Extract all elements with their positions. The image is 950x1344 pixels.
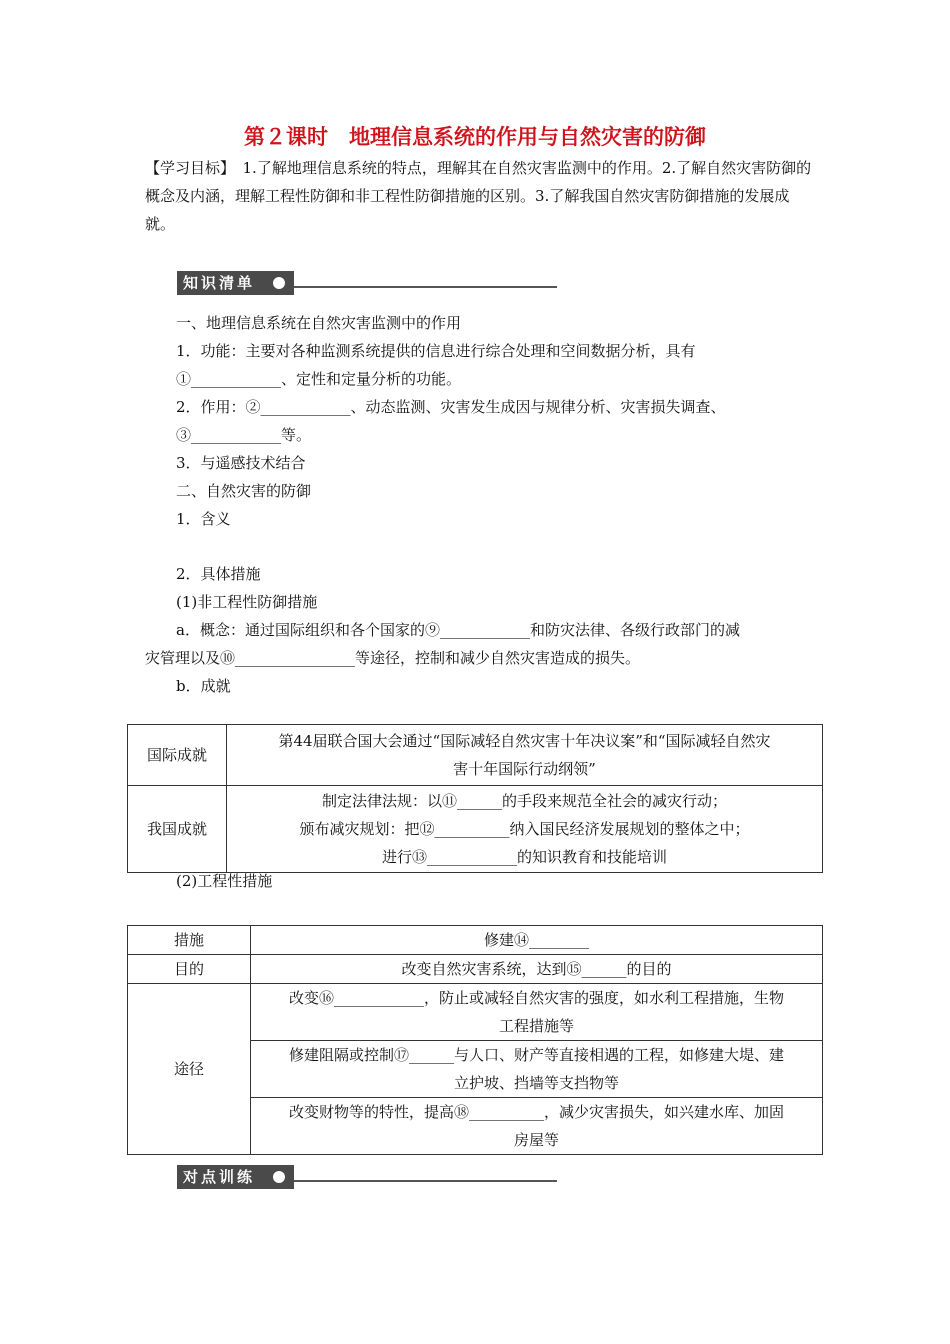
item-function: 1．功能：主要对各种监测系统提供的信息进行综合处理和空间数据分析，具有 bbox=[176, 342, 696, 360]
item-rs: 3．与遥感技术结合 bbox=[176, 454, 306, 472]
intl-text-line2: 害十年国际行动纲领” bbox=[453, 760, 596, 778]
item-role: 2．作用：②____________、动态监测、灾害发生成因与规律分析、灾害损失调查、 bbox=[176, 398, 726, 416]
page-title: 第２课时 地理信息系统的作用与自然灾害的防御 bbox=[244, 125, 706, 149]
route-3-line1: 改变财物等的特性，提高⑱__________，减少灾害损失，如兴建水库、加固 bbox=[288, 1103, 784, 1121]
table-row bbox=[128, 926, 823, 955]
route-1 bbox=[251, 984, 823, 1041]
route-2 bbox=[251, 1041, 823, 1098]
measure-label: 措施 bbox=[128, 926, 251, 955]
route-1-line1: 改变⑯____________，防止或减轻自然灾害的强度，如水利工程措施，生物 bbox=[288, 989, 784, 1007]
route-3-line2: 房屋等 bbox=[513, 1131, 559, 1149]
item-concept-cont: 灾管理以及⑩________________等途径，控制和减少自然灾害造成的损失。 bbox=[145, 649, 641, 667]
purpose-label: 目的 bbox=[128, 955, 251, 984]
learning-objectives bbox=[145, 154, 815, 238]
table-row bbox=[128, 955, 823, 984]
objectives-text: 1.了解地理信息系统的特点，理解其在自然灾害监测中的作用。2.了解自然灾害防御的概念及内涵，理解工程性防御和非工程性防御措施的区别。3.了解我国自然灾害防御措施的发展成就。 bbox=[145, 159, 812, 233]
intl-label: 国际成就 bbox=[128, 725, 227, 786]
table-row bbox=[128, 786, 823, 873]
cn-text bbox=[227, 786, 823, 873]
route-2-line2: 立护坡、挡墙等支挡物等 bbox=[453, 1074, 619, 1092]
item-non-engineering: (1)非工程性防御措施 bbox=[176, 593, 318, 611]
table-row bbox=[128, 984, 823, 1041]
table-row bbox=[128, 725, 823, 786]
route-1-line2: 工程措施等 bbox=[498, 1017, 574, 1035]
item-measures: 2．具体措施 bbox=[176, 565, 261, 583]
achievements-table bbox=[127, 724, 823, 873]
banner-label: 对点训练 bbox=[177, 1165, 294, 1189]
item-meaning: 1．含义 bbox=[176, 510, 231, 528]
item-function-cont: ①____________、定性和定量分析的功能。 bbox=[176, 370, 462, 388]
item-concept: a．概念：通过国际组织和各个国家的⑨____________和防灾法律、各级行政部门的减 bbox=[176, 621, 740, 639]
route-label: 途径 bbox=[128, 984, 251, 1155]
purpose-text: 改变自然灾害系统，达到⑮______的目的 bbox=[251, 955, 823, 984]
cn-label: 我国成就 bbox=[128, 786, 227, 873]
item-engineering: (2)工程性措施 bbox=[176, 872, 273, 890]
cn-text-line2: 颁布减灾规划：把⑫__________纳入国民经济发展规划的整体之中； bbox=[299, 820, 750, 838]
engineering-table bbox=[127, 925, 823, 1155]
bullet-dot-icon bbox=[273, 1171, 285, 1183]
objectives-label: 【学习目标】 bbox=[145, 159, 228, 177]
bullet-dot-icon bbox=[273, 277, 285, 289]
cn-text-line3: 进行⑬____________的知识教育和技能培训 bbox=[381, 848, 667, 866]
route-3 bbox=[251, 1098, 823, 1155]
item-role-cont: ③____________等。 bbox=[176, 426, 312, 444]
banner-label: 知识清单 bbox=[177, 271, 294, 295]
intl-text bbox=[227, 725, 823, 786]
measure-text: 修建⑭________ bbox=[251, 926, 823, 955]
divider bbox=[294, 286, 557, 288]
intl-text-line1: 第44届联合国大会通过“国际减轻自然灾害十年决议案”和“国际减轻自然灾 bbox=[278, 732, 771, 750]
route-2-line1: 修建阻隔或控制⑰______与人口、财产等直接相遇的工程，如修建大堤、建 bbox=[288, 1046, 784, 1064]
section-heading-1: 一、地理信息系统在自然灾害监测中的作用 bbox=[176, 314, 462, 332]
section-heading-2: 二、自然灾害的防御 bbox=[176, 482, 312, 500]
divider bbox=[294, 1180, 557, 1182]
cn-text-line1: 制定法律法规：以⑪______的手段来规范全社会的减灾行动； bbox=[321, 792, 727, 810]
item-achievements: b．成就 bbox=[176, 677, 231, 695]
